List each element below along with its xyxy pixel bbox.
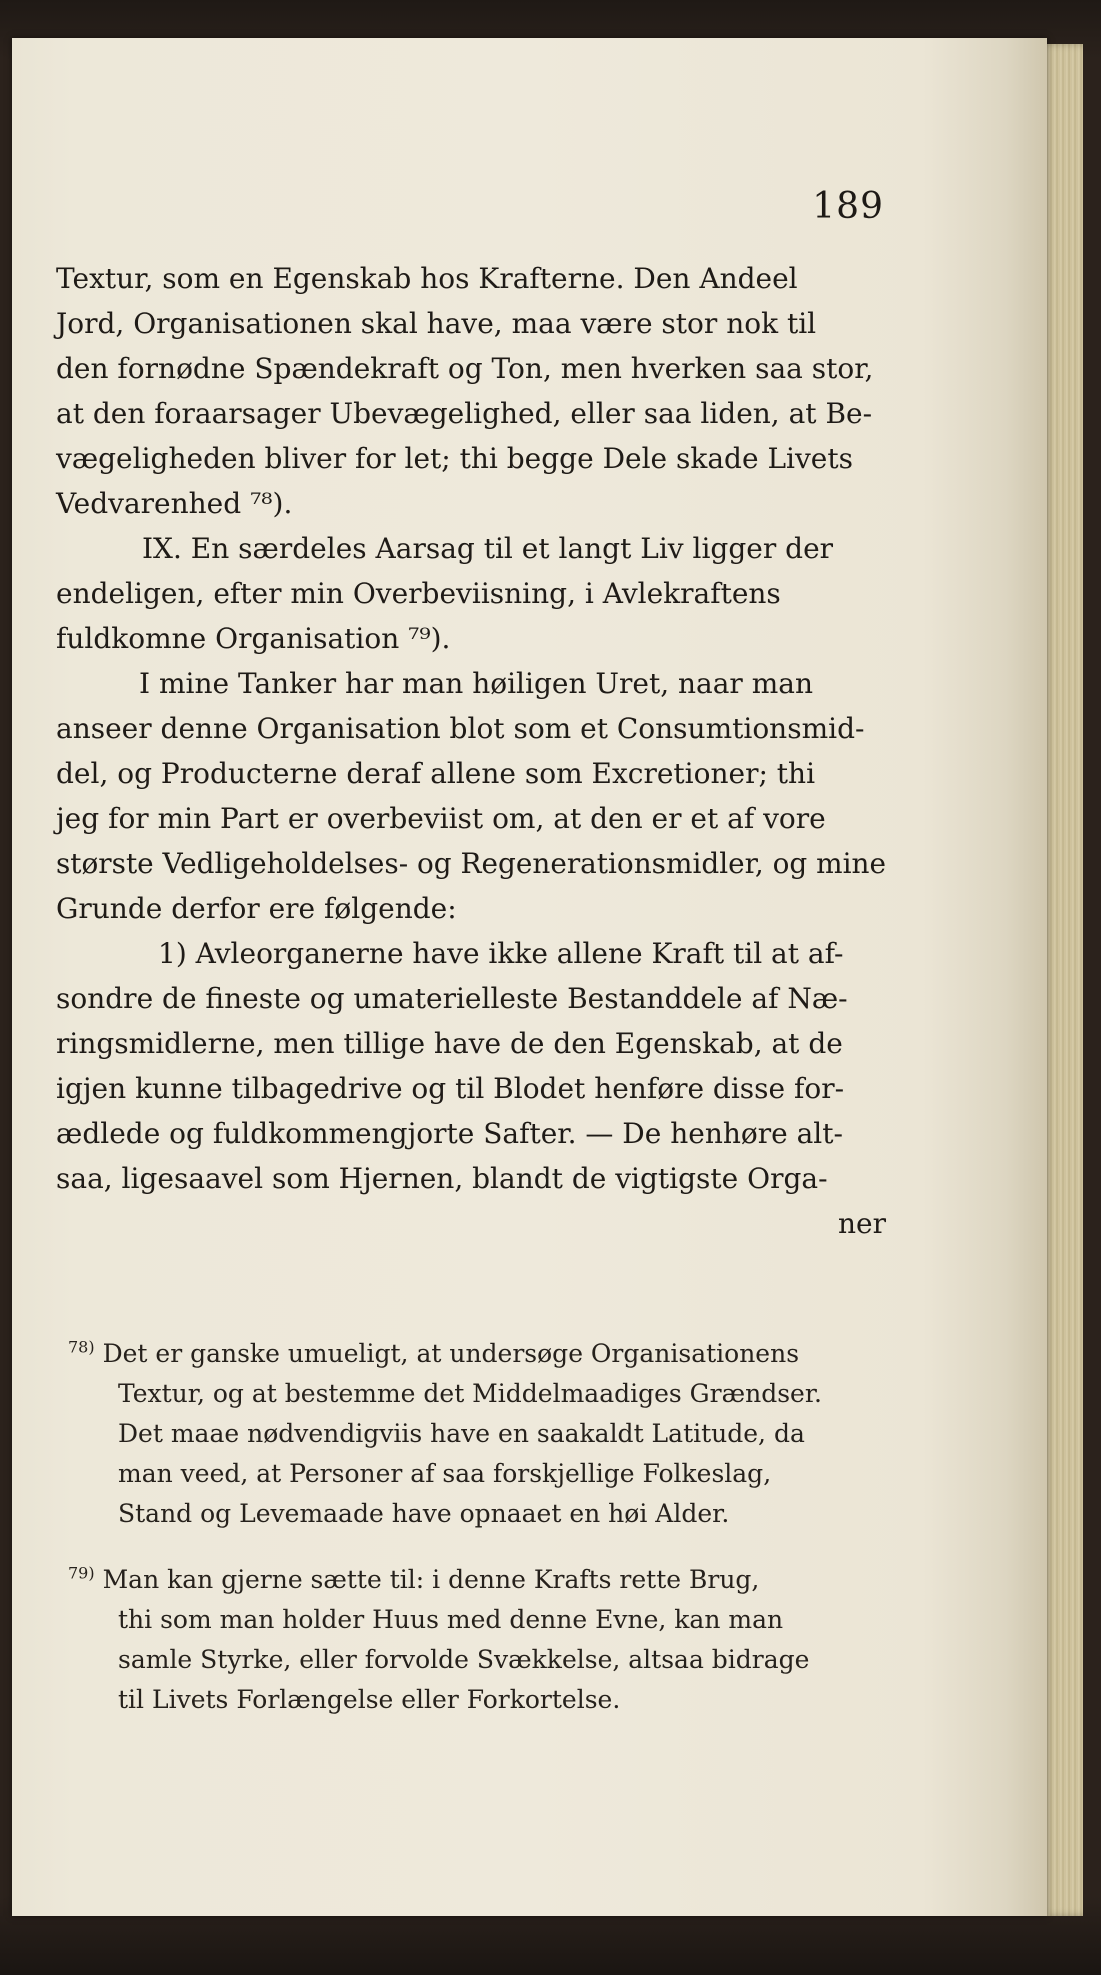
body-line: igjen kunne tilbagedrive og til Blodet henføre disse for- — [56, 1072, 845, 1105]
body-line: den fornødne Spændekraft og Ton, men hverken saa stor, — [56, 352, 874, 385]
footnote-79 — [68, 1560, 886, 1720]
body-line: vægeligheden bliver for let; thi begge Dele skade Livets — [56, 442, 854, 475]
body-line: Textur, som en Egenskab hos Krafterne. Den Andeel — [56, 262, 798, 295]
footnote-line: $^{79)}$ Man kan gjerne sætte til: i denne Krafts rette Brug, — [68, 1563, 760, 1594]
footnote-line: man veed, at Personer af saa forskjellige Folkeslag, — [118, 1459, 772, 1488]
footnote-line: Det maae nødvendigviis have en saakaldt Latitude, da — [118, 1419, 805, 1448]
body-line: endeligen, efter min Overbeviisning, i Avlekraftens — [56, 577, 781, 610]
footnote-line: samle Styrke, eller forvolde Svækkelse, altsaa bidrage — [118, 1645, 810, 1674]
footnote-line: Stand og Levemaade have opnaaet en høi Alder. — [118, 1499, 730, 1528]
footnote-marker: 78) — [68, 1337, 95, 1357]
body-line: største Vedligeholdelses- og Regenerationsmidler, og mine — [56, 847, 886, 880]
footnote-78 — [68, 1334, 886, 1534]
body-line: fuldkomne Organisation ⁷⁹). — [56, 622, 451, 655]
footnote-line: $^{78)}$ Det er ganske umueligt, at undersøge Organisationens — [68, 1337, 800, 1368]
body-line: saa, ligesaavel som Hjernen, blandt de vigtigste Orga- — [56, 1162, 828, 1195]
body-line: del, og Producterne deraf allene som Excretioner; thi — [56, 757, 816, 790]
footnotes — [68, 1334, 886, 1720]
footnote-line: Textur, og at bestemme det Middelmaadiges Grændser. — [118, 1379, 822, 1408]
body-line: sondre de fineste og umaterielleste Bestanddele af Næ- — [56, 982, 848, 1015]
footnote-line: thi som man holder Huus med denne Evne, kan man — [118, 1605, 784, 1634]
body-line: ædlede og fuldkommengjorte Safter. — De henhøre alt- — [56, 1117, 843, 1150]
book-page — [12, 38, 1047, 1916]
body-line: jeg for min Part er overbeviist om, at den er et af vore — [56, 802, 826, 835]
footnote-line: til Livets Forlængelse eller Forkortelse. — [118, 1685, 621, 1714]
body-line: Jord, Organisationen skal have, maa være stor nok til — [56, 307, 817, 340]
body-text — [56, 256, 886, 1246]
catchword: ner — [838, 1207, 886, 1240]
page-number: 189 — [812, 186, 884, 227]
body-line: Grunde derfor ere følgende: — [56, 892, 457, 925]
body-line: ringsmidlerne, men tillige have de den Egenskab, at de — [56, 1027, 843, 1060]
numbered-point-line: 1) Avleorganerne have ikke allene Kraft til at af- — [158, 937, 844, 970]
section-heading-line: IX. En særdeles Aarsag til et langt Liv ligger der — [142, 532, 834, 565]
body-line: anseer denne Organisation blot som et Consumtionsmid- — [56, 712, 865, 745]
body-line: Vedvarenhed ⁷⁸). — [56, 487, 293, 520]
body-line: at den foraarsager Ubevægelighed, eller saa liden, at Be- — [56, 397, 873, 430]
paragraph-start-line: I mine Tanker har man høiligen Uret, naar man — [139, 667, 813, 700]
footnote-marker: 79) — [68, 1563, 95, 1583]
